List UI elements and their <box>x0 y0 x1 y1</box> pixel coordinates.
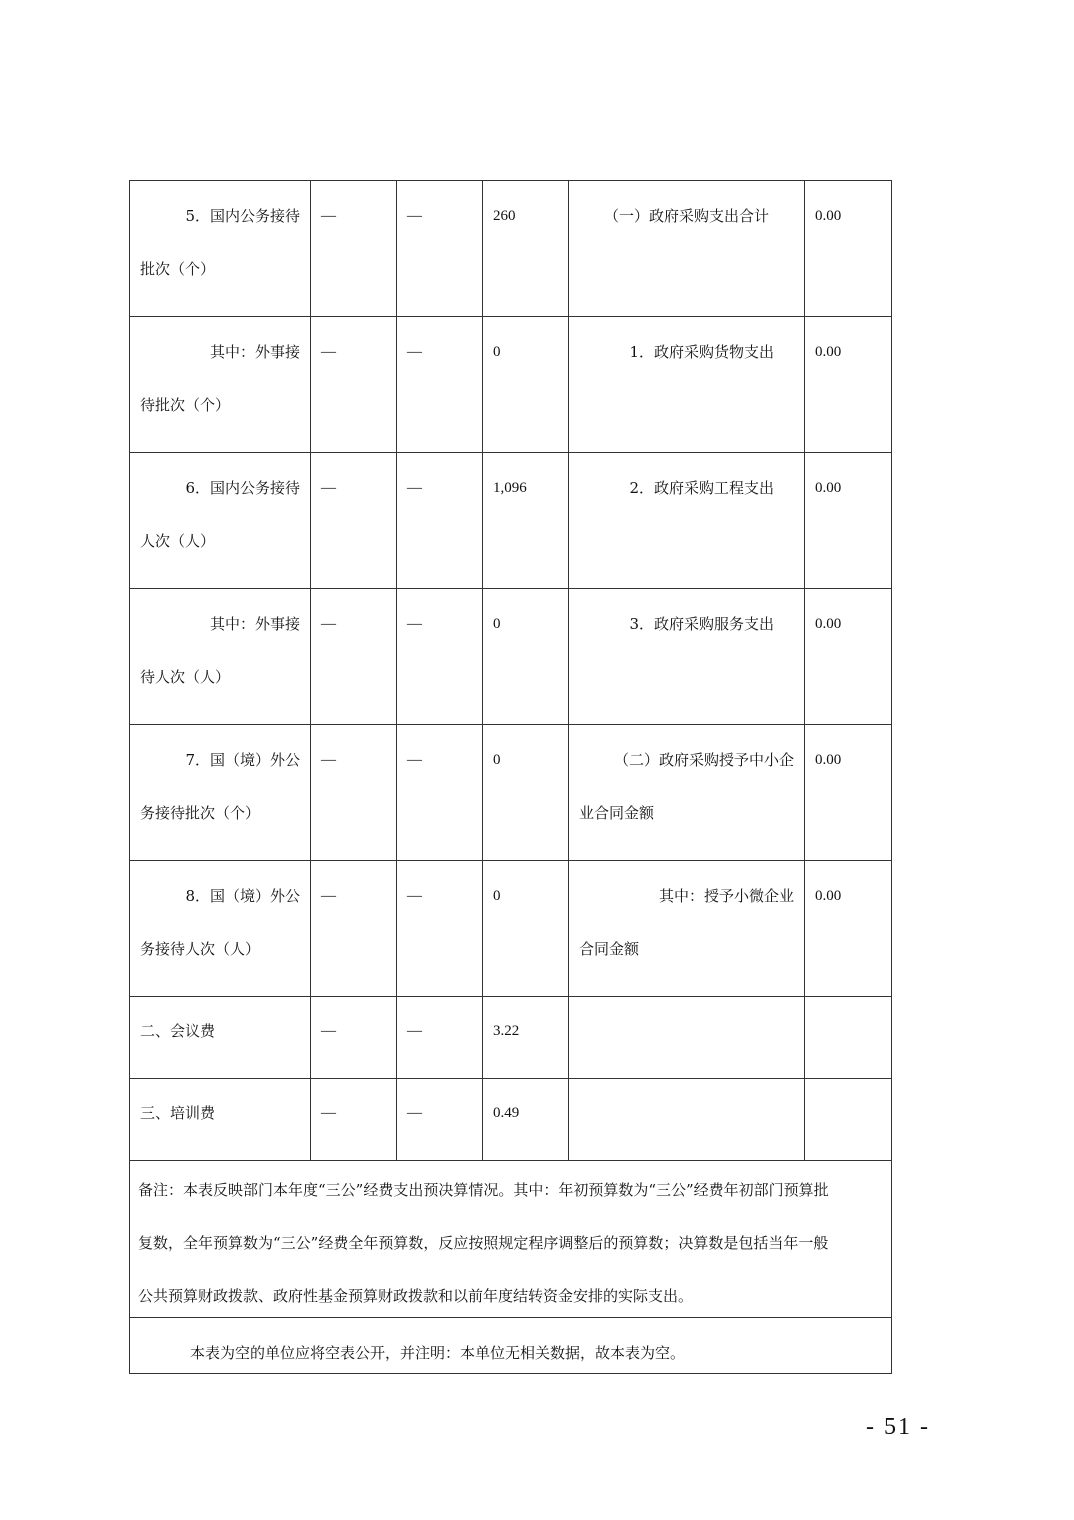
note-line: 备注：本表反映部门本年度“三公”经费支出预决算情况。其中：年初预算数为“三公”经费年初部门预算批 <box>138 1181 829 1199</box>
procurement-value-cell: 0.00 <box>805 589 892 725</box>
procurement-label-line2: 业合同金额 <box>579 804 655 822</box>
annual-initial-budget-cell: — <box>311 589 397 725</box>
final-account-cell: 0 <box>483 861 569 997</box>
final-account-cell: 0.49 <box>483 1079 569 1161</box>
final-account-cell: 0 <box>483 589 569 725</box>
procurement-label-cell <box>569 861 805 997</box>
row-label-line2: 务接待批次（个） <box>140 804 261 822</box>
note-cell <box>130 1161 892 1318</box>
procurement-value-cell: 0.00 <box>805 317 892 453</box>
budget-table <box>129 180 892 1374</box>
row-label-cell <box>130 181 311 317</box>
table-row <box>130 317 892 453</box>
row-label-line1: 其中：外事接 <box>209 615 300 633</box>
empty-cell <box>805 997 892 1079</box>
row-label-line1: 5．国内公务接待 <box>185 207 300 225</box>
annual-initial-budget-cell: — <box>311 317 397 453</box>
note-line: 公共预算财政拨款、政府性基金预算财政拨款和以前年度结转资金安排的实际支出。 <box>138 1287 694 1305</box>
procurement-label-line1: 3．政府采购服务支出 <box>629 615 774 633</box>
row-label-cell <box>130 453 311 589</box>
row-label-line2: 人次（人） <box>140 532 216 550</box>
row-label-line2: 务接待人次（人） <box>140 940 261 958</box>
table-row <box>130 1079 892 1161</box>
final-account-cell: 260 <box>483 181 569 317</box>
row-label-line1: 7．国（境）外公 <box>185 751 300 769</box>
procurement-label-cell <box>569 589 805 725</box>
procurement-label-line1: （二）政府采购授予中小企 <box>613 751 794 769</box>
annual-initial-budget-cell: — <box>311 997 397 1079</box>
final-account-cell: 3.22 <box>483 997 569 1079</box>
annual-full-budget-cell: — <box>397 997 483 1079</box>
table-row <box>130 589 892 725</box>
table-row <box>130 997 892 1079</box>
annual-full-budget-cell: — <box>397 181 483 317</box>
row-label-line2: 待批次（个） <box>140 396 231 414</box>
empty-cell <box>569 997 805 1079</box>
row-label-cell <box>130 861 311 997</box>
page-number: - 51 - <box>866 1414 930 1440</box>
empty-cell <box>805 1079 892 1161</box>
row-label-cell <box>130 589 311 725</box>
procurement-label-cell <box>569 317 805 453</box>
annual-initial-budget-cell: — <box>311 181 397 317</box>
table-row <box>130 725 892 861</box>
procurement-label-line1: 其中：授予小微企业 <box>658 887 794 905</box>
procurement-label-cell <box>569 453 805 589</box>
row-label-cell <box>130 725 311 861</box>
procurement-value-cell: 0.00 <box>805 181 892 317</box>
final-account-cell: 0 <box>483 725 569 861</box>
procurement-value-cell: 0.00 <box>805 861 892 997</box>
note-line: 复数，全年预算数为“三公”经费全年预算数，反应按照规定程序调整后的预算数；决算数是包括当年一般 <box>138 1234 829 1252</box>
table-row <box>130 453 892 589</box>
annual-initial-budget-cell: — <box>311 1079 397 1161</box>
row-label-line1: 其中：外事接 <box>209 343 300 361</box>
annual-full-budget-cell: — <box>397 453 483 589</box>
annual-full-budget-cell: — <box>397 589 483 725</box>
row-label-line2: 批次（个） <box>140 260 216 278</box>
annual-initial-budget-cell: — <box>311 861 397 997</box>
procurement-value-cell: 0.00 <box>805 453 892 589</box>
procurement-label-line1: 1．政府采购货物支出 <box>629 343 774 361</box>
row-label-line2: 待人次（人） <box>140 668 231 686</box>
final-account-cell: 1,096 <box>483 453 569 589</box>
empty-cell <box>569 1079 805 1161</box>
annual-full-budget-cell: — <box>397 861 483 997</box>
annual-full-budget-cell: — <box>397 725 483 861</box>
annual-initial-budget-cell: — <box>311 725 397 861</box>
empty-note-row <box>130 1318 892 1374</box>
table-row <box>130 181 892 317</box>
meeting-fee-label: 二、会议费 <box>130 997 311 1079</box>
final-account-cell: 0 <box>483 317 569 453</box>
row-label-cell <box>130 317 311 453</box>
table-row <box>130 861 892 997</box>
annual-full-budget-cell: — <box>397 1079 483 1161</box>
training-fee-label: 三、培训费 <box>130 1079 311 1161</box>
row-label-line1: 8．国（境）外公 <box>185 887 300 905</box>
empty-table-note: 本表为空的单位应将空表公开，并注明：本单位无相关数据，故本表为空。 <box>130 1318 892 1374</box>
procurement-label-cell <box>569 181 805 317</box>
note-row <box>130 1161 892 1318</box>
procurement-label-line1: （一）政府采购支出合计 <box>603 207 769 225</box>
procurement-label-line1: 2．政府采购工程支出 <box>629 479 774 497</box>
annual-initial-budget-cell: — <box>311 453 397 589</box>
procurement-label-cell <box>569 725 805 861</box>
procurement-label-line2: 合同金额 <box>579 940 640 958</box>
row-label-line1: 6．国内公务接待 <box>185 479 300 497</box>
procurement-value-cell: 0.00 <box>805 725 892 861</box>
annual-full-budget-cell: — <box>397 317 483 453</box>
